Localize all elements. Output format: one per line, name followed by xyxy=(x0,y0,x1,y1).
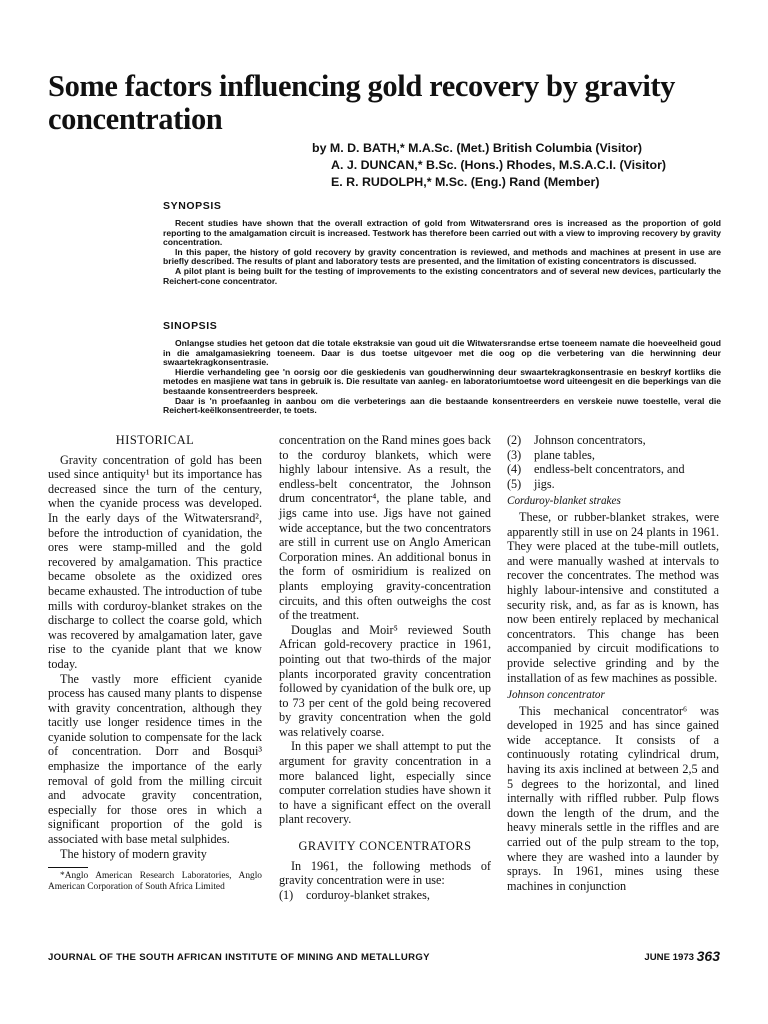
list-text: Johnson concentrators, xyxy=(534,433,646,447)
list-text: endless-belt concentrators, and xyxy=(534,462,685,477)
subsection-heading-corduroy: Corduroy-blanket strakes xyxy=(507,495,621,508)
synopsis-paragraph: In this paper, the history of gold recovery by gravity concentration is reviewed, and methods and machines at present in use are briefly described. The results of plant and laboratory tests are presented, and the limitation of existing concentrators is discussed. xyxy=(163,246,721,267)
synopsis-heading: SYNOPSIS xyxy=(163,200,222,212)
body-paragraph: These, or rubber-blanket strakes, were apparently still in use on 24 plants in 1961. They were placed at the tube-mill outlets, and were manually washed at intervals to recover the concentrates. The method was highly labour-intensive and constituted a security risk, and, as far as is known, has now been entirely replaced by mechanical concentrators. This change has been accompanied by circuit modifications to provide selective grinding and by the installation of as few machines as possible. xyxy=(507,509,719,685)
body-paragraph: This mechanical concentrator⁶ was developed in 1925 and has since gained wide acceptance. It consists of a continuously rotating cylindrical drum, having its axis inclined at between 2,5 and 5 degrees to the horizontal, and lined internally with riffled rubber. Pulp flows down the length of the drum, and the heavy minerals settle in the riffles and are carried out of the pulp stream to the top, where they are washed into a launder by sprays. In 1961, mines using these machines in conjunction xyxy=(507,703,719,893)
list-number: (5) xyxy=(507,476,522,491)
list-number: (1) xyxy=(279,887,294,902)
list-item xyxy=(507,448,719,463)
footnote-rule xyxy=(48,867,88,868)
list-item xyxy=(507,477,719,492)
sinopsis-paragraph: Onlangse studies het getoon dat die totale ekstraksie van goud uit die Witwatersrandse ertse toeneem namate die hoeveelheid goud in die amalgamasiekring toeneem. Daar is dus toetse uitgevoer met die oog op die verbetering van die herwinning deur swaartekragkonsentrasie. xyxy=(163,338,721,368)
sinopsis-section xyxy=(163,320,721,416)
body-paragraph: The vastly more efficient cyanide process has caused many plants to dispense with gravity concentration, although they tacitly use longer residence times in the cyanide solution to compensate for the lack of concentration. Dorr and Bosqui³ emphasize the importance of the early removal of gold from the milling circuit and advocate gravity concentration, especially for those ores in which a significant proportion of the gold is associated with base metal sulphides. xyxy=(48,671,262,847)
body-paragraph: The history of modern gravity xyxy=(60,846,207,861)
list-number: (4) xyxy=(507,462,522,477)
synopsis-paragraph: A pilot plant is being built for the testing of improvements to the existing concentrators and of several new devices, particularly the Reichert-cone concentrator. xyxy=(163,265,721,286)
list-item xyxy=(507,462,719,477)
sinopsis-heading: SINOPSIS xyxy=(163,320,218,332)
list-number: (3) xyxy=(507,447,522,462)
journal-name: JOURNAL OF THE SOUTH AFRICAN INSTITUTE OF MINING AND METALLURGY xyxy=(48,952,430,963)
text-column-2 xyxy=(279,433,491,902)
text-column-3 xyxy=(507,433,719,893)
page-number: 363 xyxy=(696,948,720,964)
affiliation-footnote: *Anglo American Research Laboratories, Anglo American Corporation of South Africa Limited xyxy=(48,871,262,892)
method-list xyxy=(279,888,491,903)
text-column-1 xyxy=(48,433,262,892)
section-heading-gravity-concentrators: GRAVITY CONCENTRATORS xyxy=(298,839,472,854)
sinopsis-paragraph: Daar is 'n proefaanleg in aanbou om die verbeterings aan die bestaande konsentreerders en verskeie nuwe toestelle, veral die Reichert-keëlkonsentreerder, te toets. xyxy=(163,395,721,416)
list-text: corduroy-blanket strakes, xyxy=(306,887,430,902)
body-paragraph: Douglas and Moir⁵ reviewed South African gold-recovery practice in 1961, pointing out that two-thirds of the major plants incorporated gravity concentration followed by cyanidation of the bulk ore, up to 73 per cent of the gold being recovered by gravity concentration when the gold was relatively coarse. xyxy=(279,622,491,739)
list-number: (2) xyxy=(507,433,522,447)
synopsis-paragraph: Recent studies have shown that the overall extraction of gold from Witwatersrand ores is increased as the proportion of gold reporting to the amalgamation circuit is increased. Testwork has therefore been carried out with a view to improving recovery by gravity concentration. xyxy=(163,218,721,248)
section-heading-historical: HISTORICAL xyxy=(115,433,195,447)
body-paragraph: Gravity concentration of gold has been used since antiquity¹ but its importance has decreased since the turn of the century, when the cyanide process was developed. In the early days of the Witwatersrand², before the introduction of cyanidation, the ores were stamp-milled and the gold recovered by amalgamation. This practice became obsolete as the oxidized ores became exhausted. The introduction of tube mills with corduroy-blanket strakes on the discharge to collect the coarse gold, which was recovered by amalgamation later, gave rise to the cyanide plant that we know today. xyxy=(48,452,262,671)
article-title: Some factors influencing gold recovery by gravity concentration xyxy=(48,69,676,136)
author-line: by M. D. BATH,* M.A.Sc. (Met.) British Columbia (Visitor) xyxy=(312,141,642,155)
issue-date: JUNE 1973 xyxy=(644,952,694,963)
sinopsis-paragraph: Hierdie verhandeling gee 'n oorsig oor die geskiedenis van goudherwinning deur swaartekragkonsentrasie en beskryf kortliks die metodes en masjiene wat tans in gebruik is. Die resultate van aanleg- en laboratoriumtoetse word uiteengesit en die beperkings van die bestaande konsentreerders bespreek. xyxy=(163,366,721,396)
list-text: plane tables, xyxy=(534,447,595,462)
method-list xyxy=(507,433,719,491)
author-line: A. J. DUNCAN,* B.Sc. (Hons.) Rhodes, M.S.A.C.I. (Visitor) xyxy=(331,158,667,172)
subsection-heading-johnson: Johnson concentrator xyxy=(507,689,605,702)
list-text: jigs. xyxy=(534,476,555,491)
list-item xyxy=(507,433,719,448)
author-block xyxy=(312,140,752,191)
body-paragraph: In this paper we shall attempt to put the argument for gravity concentration in a more balanced light, especially since computer correlation studies have shown it to have a significant effect on the overall plant recovery. xyxy=(279,739,491,827)
author-line: E. R. RUDOLPH,* M.Sc. (Eng.) Rand (Member) xyxy=(331,175,600,189)
body-paragraph: concentration on the Rand mines goes back to the corduroy blankets, which were highly labour intensive. As a result, the endless-belt concentrator, the Johnson drum concentrator⁴, the plane table, and jigs came into use. Jigs have not gained wide acceptance, but the two concentrators are still in current use on Anglo American Corporation mines. An additional bonus in the form of osmiridium is realized on plants employing gravity-concentration circuits, and this often outweighs the cost of the treatment. xyxy=(279,433,491,623)
synopsis-section xyxy=(163,200,721,286)
body-paragraph: In 1961, the following methods of gravity concentration were in use: xyxy=(279,858,491,888)
list-item xyxy=(279,888,491,903)
